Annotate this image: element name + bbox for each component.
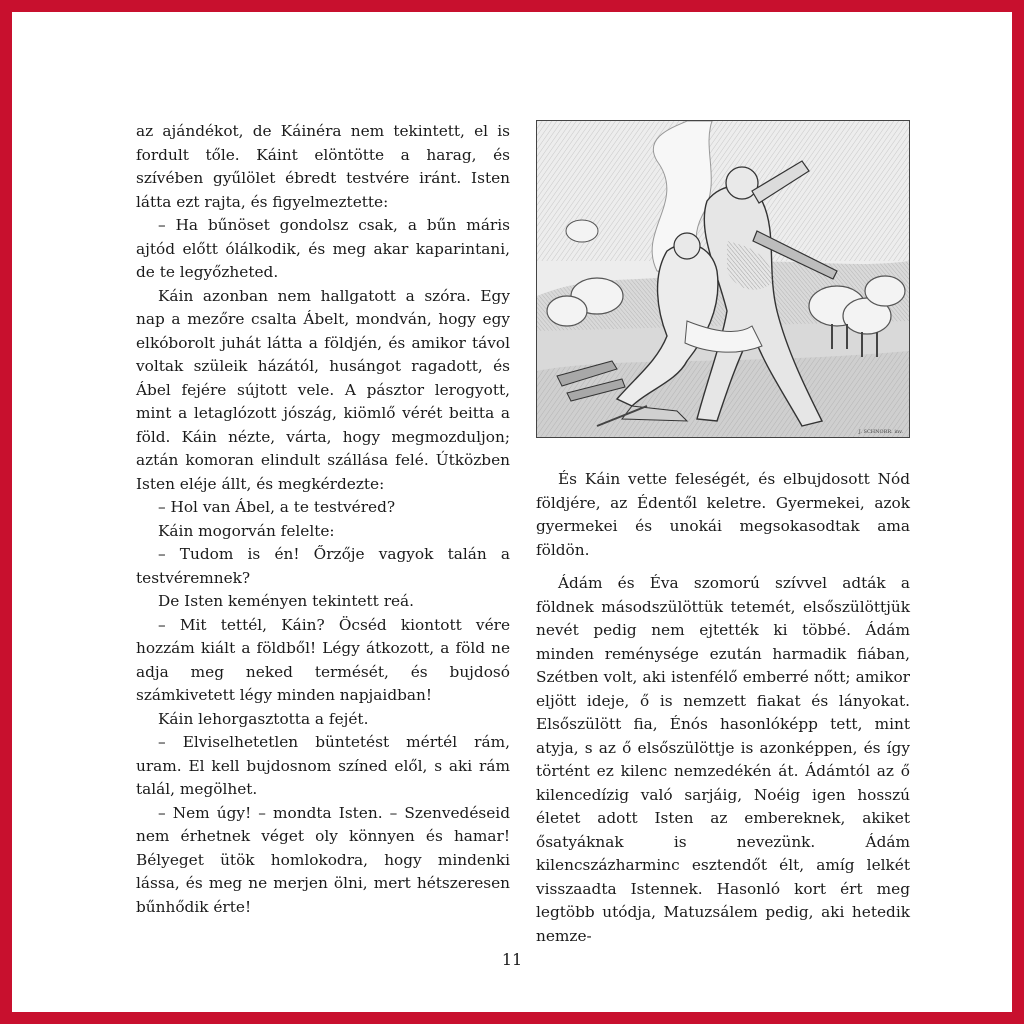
paragraph: Ádám és Éva szomorú szívvel adták a földnek másodszülöttük tetemét, elsőszülöttjük nevét pedig nem ejtették ki többé. Ádám minden reménysége ezután harmadik fiában, Szétben volt, aki istenfélő emberré nőtt; amikor eljött ideje, ő is nemzett fiakat és lányokat. Elsőszülött fia, Énós hasonlóképp tett, mint atyja, s az ő elsőszülöttje is azonképpen, és így történt ez kilenc nemzedékén át. Ádámtól az ő kilencedízig való sarjáig, Noéig igen hosszú életet adott Isten az embereknek, akiket ősatyáknak is nevezünk. Ádám kilencszázharminc esztendőt élt, amíg lelkét visszaadta Istennek. Hasonló kort ért meg legtöbb utódja, Matuzsálem pedig, aki hetedik nemze- [536, 574, 910, 945]
engraving-signature: J. SCHNORR. inv. [858, 429, 903, 435]
paragraph: – Hol van Ábel, a te testvéred? [158, 498, 396, 516]
engraving-illustration [536, 120, 910, 438]
left-text-column [136, 120, 510, 919]
paragraph: Káin azonban nem hallgatott a szóra. Egy nap a mezőre csalta Ábelt, mondván, hogy egy elkóborolt juhát látta a földjén, és amikor távol voltak szüleik házától, husángot ragadott, és Ábel fejére sújtott vele. A pásztor lerogyott, mint a letaglózott jószág, kiömlő vérét beitta a föld. Káin nézte, várta, hogy megmozduljon; aztán komoran elindult szállása felé. Útközben Isten eléje állt, és megkérdezte: [136, 286, 510, 493]
paragraph: És Káin vette feleségét, és elbujdosott Nód földjére, az Édentől keletre. Gyermekei, azok gyermekei és unokái megsokasodtak ama földön. [536, 470, 910, 559]
page-number: 11 [501, 950, 523, 969]
paragraph: – Elviselhetetlen büntetést mértél rám, uram. El kell bujdosnom színed elől, s aki rám talál, megölhet. [136, 733, 510, 798]
paragraph: – Tudom is én! Őrzője vagyok talán a testvéremnek? [136, 545, 510, 587]
paragraph: az ajándékot, de Káinéra nem tekintett, el is fordult tőle. Káint elöntötte a harag, és szívében gyűlölet ébredt testvére iránt. Isten látta ezt rajta, és figyelmeztette: [136, 122, 510, 211]
paragraph: De Isten keményen tekintett reá. [158, 592, 415, 610]
paragraph: – Mit tettél, Káin? Öcséd kiontott vére hozzám kiált a földből! Légy átkozott, a föld ne adja meg neked termését, és bujdosó számkivetett légy minden napjaidban! [136, 615, 510, 704]
paragraph: – Nem úgy! – mondta Isten. – Szenvedéseid nem érhetnek véget oly könnyen és hamar! Bélyeget ütök homlokodra, hogy mindenki lássa, és meg ne merjen ölni, mert hétszeresen bűnhődik érte! [136, 803, 510, 916]
paragraph: Káin lehorgasztotta a fejét. [158, 709, 369, 728]
paragraph: – Ha bűnöset gondolsz csak, a bűn máris ajtód előtt ólálkodik, és meg akar kaparintani, de te legyőzheted. [136, 216, 510, 281]
paragraph: Káin mogorván felelte: [158, 521, 335, 540]
right-text-column [536, 120, 910, 948]
